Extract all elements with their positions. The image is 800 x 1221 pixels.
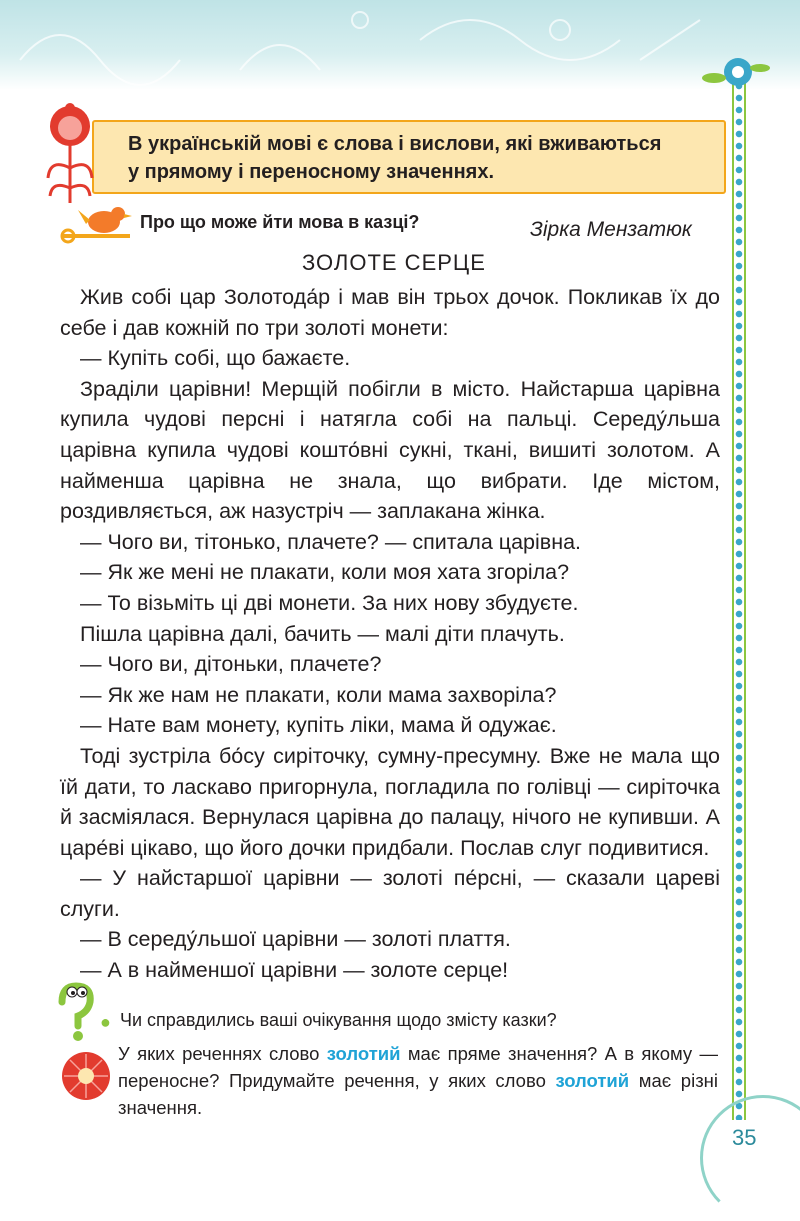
decorative-header-band <box>0 0 800 90</box>
ornamental-border <box>728 80 750 1120</box>
intro-question: Про що може йти мова в казці? <box>140 212 420 232</box>
page-number: 35 <box>732 1125 757 1150</box>
story-dialogue-line: — Нате вам монету, купіть ліки, мама й одужає. <box>80 713 557 738</box>
task-text <box>118 1040 718 1121</box>
story-title: ЗОЛОТЕ СЕРЦЕ <box>302 250 486 275</box>
pomegranate-flower-icon <box>40 98 100 208</box>
story-dialogue-line: — У найстаршої царівни — золоті пе́рсні, — сказали цареві слуги. <box>60 866 720 921</box>
story-dialogue-line: — Купіть собі, що бажаєте. <box>80 346 351 371</box>
red-ornament-ball-icon <box>60 1050 112 1102</box>
story-dialogue-line: — Чого ви, тітонько, плачете? — спитала царівна. <box>80 529 582 554</box>
flower-icon <box>700 48 770 98</box>
task-part-3: має різні значення. <box>118 1070 719 1118</box>
rule-line-2: у прямому і переносному значеннях. <box>128 161 495 183</box>
highlight-word: золотий <box>326 1043 401 1064</box>
question-worm-icon <box>48 982 104 1042</box>
highlight-word: золотий <box>555 1070 630 1091</box>
rule-line-1: В українській мові є слова і вислови, які вживаються <box>128 133 662 155</box>
check-question: Чи справдились ваші очікування щодо змісту казки? <box>120 1010 557 1030</box>
story-dialogue-line: — А в найменшої царівни — золоте серце! <box>80 958 509 983</box>
story-dialogue-line: — Як же мені не плакати, коли моя хата згоріла? <box>80 560 570 585</box>
task-part-1: У яких реченнях слово <box>118 1043 327 1064</box>
author-name: Зірка Мензатюк <box>530 218 692 241</box>
bullet-dot-icon: ● <box>100 1012 111 1032</box>
rule-text <box>128 130 718 186</box>
story-dialogue-line: — Чого ви, дітоньки, плачете? <box>80 652 382 677</box>
story-dialogue-line: — То візьміть ці дві монети. За них нову збудуєте. <box>80 590 579 615</box>
folk-ornament-icon <box>0 0 800 90</box>
bird-on-key-icon <box>60 202 136 246</box>
story-dialogue-line: — Як же нам не плакати, коли мама захворіла? <box>80 682 557 707</box>
story-paragraph: Тоді зустріла бо́су сиріточку, сумну-пресумну. Вже не мала що їй дати, то ласкаво пригорнула, погладила по голівці — сиріточка й засміялася. Вернулася царівна до палацу, нічого не купивши. А царе́ві цікаво, що його дочки придбали. Послав слуг подивитися. <box>60 743 720 860</box>
story-paragraph: Жив собі цар Золотода́р і мав він трьох дочок. Покликав їх до себе і дав кожній по три золоті монети: <box>60 285 720 340</box>
story-text <box>60 282 720 986</box>
story-paragraph: Зраділи царівни! Мерщій побігли в місто. Найстарша царівна купила чудові персні і натягла собі на пальці. Середу́льша царівна купила чудові кошто́вні сукні, ткані, вишиті золотом. А найменша царівна не знала, що вибрати. Іде містом, роздивляється, аж назустріч — заплакана жінка. <box>60 376 720 524</box>
task-part-2: має пряме значення? А в якому — переносне? Придумайте речення, у яких слово <box>118 1043 718 1091</box>
story-dialogue-line: — В середу́льшої царівни — золоті плаття. <box>80 927 511 952</box>
story-paragraph: Пішла царівна далі, бачить — малі діти плачуть. <box>80 621 565 646</box>
